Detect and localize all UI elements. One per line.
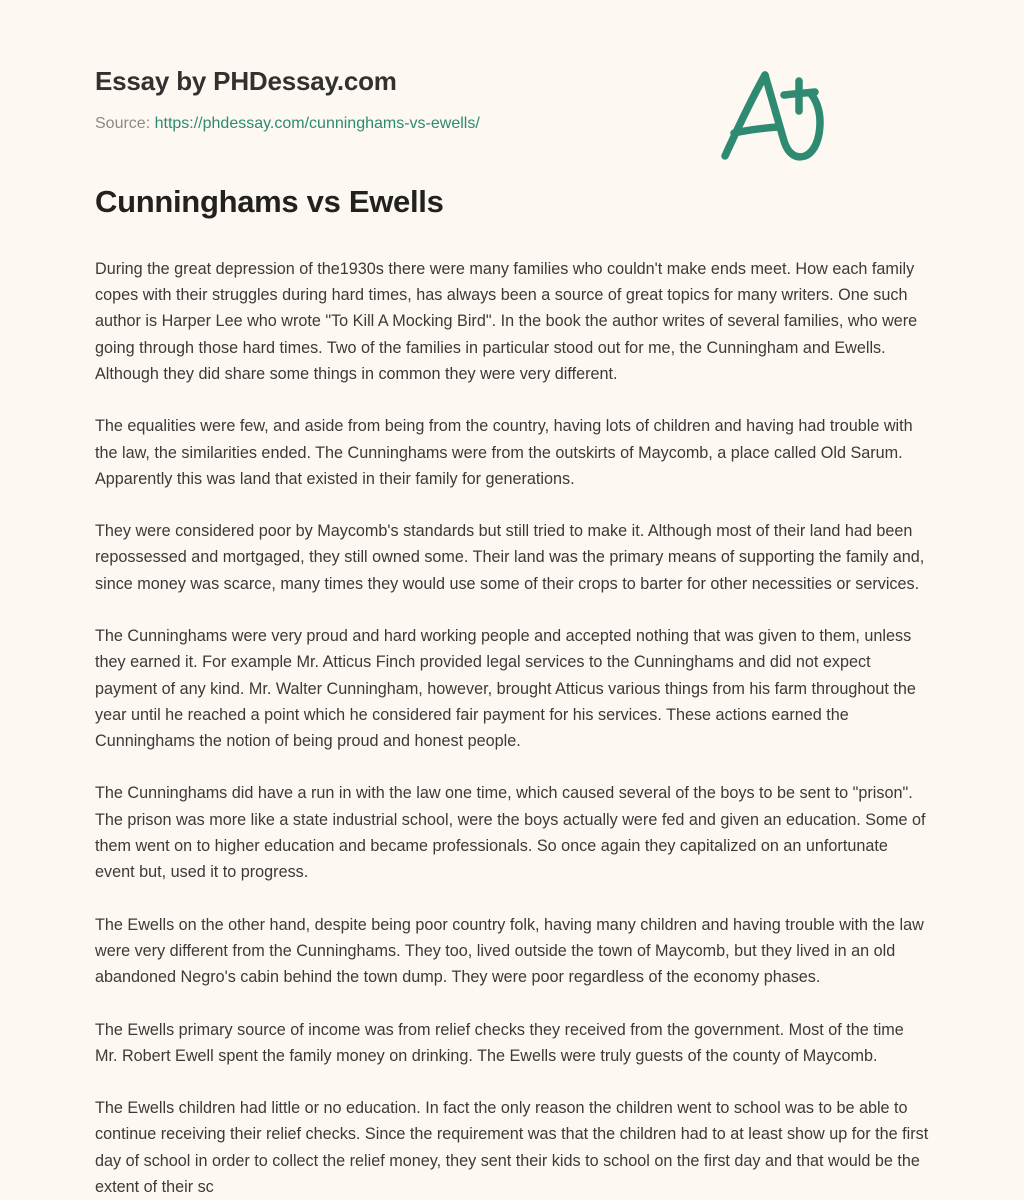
a-plus-icon [716,62,834,166]
phdessay-a-plus-logo [716,62,834,166]
brand-title: Essay by PHDessay.com [95,66,397,96]
paragraph: They were considered poor by Maycomb's standards but still tried to make it. Although most of their land had been repossessed and mortgaged, they still owned some. Their land was the primary means of supporting the family and, since money was scarce, many times they would use some of their crops to barter for other necessities or services. [95,522,925,593]
source-url-link[interactable]: https://phdessay.com/cunninghams-vs-ewells/ [154,115,480,133]
article [95,135,929,1200]
paragraph: During the great depression of the1930s there were many families who couldn't make ends meet. How each family copes with their struggles during hard times, has always been a source of great topics for many writers. One such author is Harper Lee who wrote "To Kill A Mocking Bird". In the book the author writes of several families, who were going through those hard times. Two of the families in particular stood out for me, the Cunningham and Ewells. Although they did share some things in common they were very different. [95,259,918,383]
paragraph: The Cunninghams were very proud and hard working people and accepted nothing that was given to them, unless they earned it. For example Mr. Atticus Finch provided legal services to the Cunninghams and did not expect payment of any kind. Mr. Walter Cunningham, however, brought Atticus various things from his farm throughout the year until he reached a point which he considered fair payment for his services. These actions earned the Cunninghams the notion of being proud and honest people. [95,627,916,751]
paragraph: The Cunninghams did have a run in with the law one time, which caused several of the boys to be sent to "prison". The prison was more like a state industrial school, were the boys actually were fed and given an education. Some of them went on to higher education and became professionals. So once again they capitalized on an unfortunate event but, used it to progress. [95,784,926,882]
source-label: Source: [95,115,151,133]
page-header [95,0,929,135]
paragraph: The Ewells on the other hand, despite being poor country folk, having many children and having trouble with the law were very different from the Cunninghams. They too, lived outside the town of Maycomb, but they lived in an old abandoned Negro's cabin behind the town dump. They were poor regardless of the economy phases. [95,915,924,987]
paragraph: The equalities were few, and aside from being from the country, having lots of children and having had trouble with the law, the similarities ended. The Cunninghams were from the outskirts of Maycomb, a place called Old Sarum. Apparently this was land that existed in their family for generations. [95,417,913,488]
paragraph: The Ewells primary source of income was from relief checks they received from the government. Most of the time Mr. Robert Ewell spent the family money on drinking. The Ewells were truly guests of the county of Maycomb. [95,1020,904,1065]
page-title: Cunninghams vs Ewells [95,183,444,219]
article-body [95,256,929,1200]
paragraph: The Ewells children had little or no education. In fact the only reason the children went to school was to be able to continue receiving their relief checks. Since the requirement was that the children had to at least show up for the first day of school in order to collect the relief money, they sent their kids to school on the first day and that would be the extent of their sc [95,1099,929,1197]
